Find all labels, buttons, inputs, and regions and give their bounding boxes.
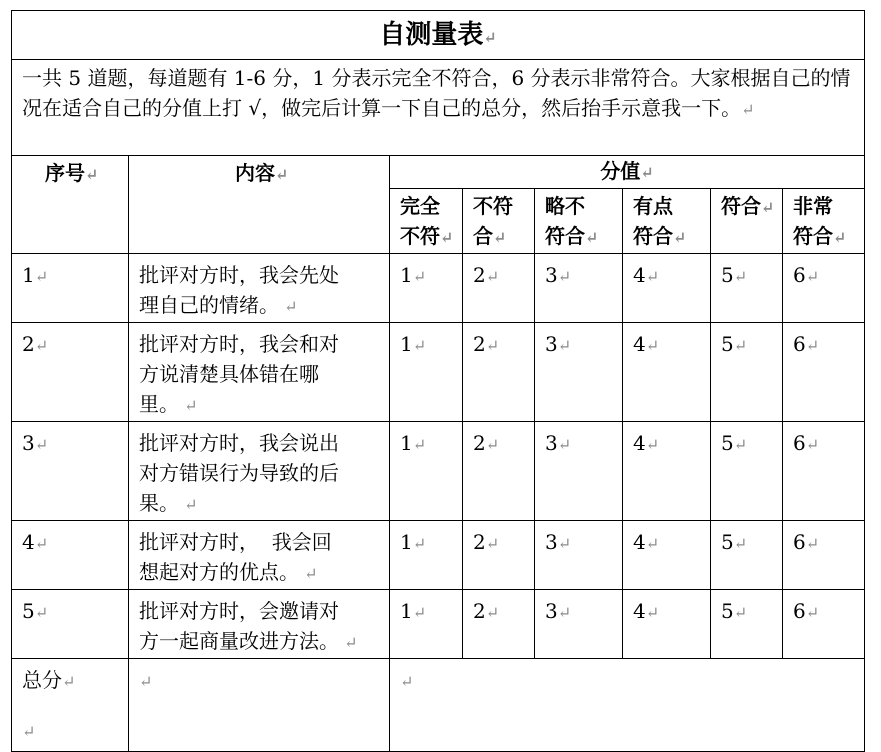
score-option[interactable]: 4↵ — [623, 422, 711, 521]
row-content: 批评对方时，我会先处 理自己的情绪。 ↵ — [129, 254, 390, 323]
score-option[interactable]: 4↵ — [623, 254, 711, 323]
score-level-line: 有点 — [633, 194, 673, 218]
row-index: 3↵ — [12, 422, 129, 521]
row-content: 批评对方时， 我会回 想起对方的优点。 ↵ — [129, 521, 390, 590]
paragraph-mark: ↵ — [741, 100, 755, 119]
score-level-line: 不符 — [473, 194, 513, 218]
total-label: 总分↵ ↵ — [12, 659, 129, 752]
instructions — [12, 60, 865, 156]
score-level-header — [783, 189, 865, 254]
score-level-header — [463, 189, 535, 254]
score-level-line: 符合↵ — [633, 224, 687, 248]
score-option[interactable]: 6↵ — [783, 521, 865, 590]
row-index: 4↵ — [12, 521, 129, 590]
score-level-line: 略不 — [545, 194, 585, 218]
score-level-line: 合↵ — [473, 224, 507, 248]
score-option[interactable]: 6↵ — [783, 422, 865, 521]
score-level-header — [535, 189, 623, 254]
table-row — [12, 521, 865, 590]
score-level-line: 符合↵ — [721, 194, 775, 218]
score-level-header — [623, 189, 711, 254]
table-title — [12, 11, 865, 60]
score-option[interactable]: 4↵ — [623, 323, 711, 422]
self-assessment-table — [11, 10, 865, 752]
score-level-line: 非常 — [793, 194, 833, 218]
score-option[interactable]: 3↵ — [535, 521, 623, 590]
header-index: 序号↵ — [12, 156, 129, 254]
score-option[interactable]: 4↵ — [623, 521, 711, 590]
row-content: 批评对方时，我会说出 对方错误行为导致的后 果。 ↵ — [129, 422, 390, 521]
score-option[interactable]: 3↵ — [535, 323, 623, 422]
table-row — [12, 323, 865, 422]
score-option[interactable]: 6↵ — [783, 254, 865, 323]
score-option[interactable]: 1↵ — [390, 521, 463, 590]
score-option[interactable]: 3↵ — [535, 422, 623, 521]
score-level-line: 不符↵ — [400, 224, 454, 248]
score-option[interactable]: 1↵ — [390, 590, 463, 659]
row-index: 2↵ — [12, 323, 129, 422]
score-option[interactable]: 2↵ — [463, 323, 535, 422]
score-option[interactable]: 5↵ — [711, 323, 783, 422]
table-body — [12, 254, 865, 659]
total-score-cell[interactable]: ↵ — [390, 659, 865, 752]
score-option[interactable]: 2↵ — [463, 590, 535, 659]
row-index: 5↵ — [12, 590, 129, 659]
total-content-cell[interactable]: ↵ — [129, 659, 390, 752]
score-option[interactable]: 5↵ — [711, 521, 783, 590]
table-row — [12, 590, 865, 659]
score-level-header — [711, 189, 783, 254]
instructions-text: 一共 5 道题，每道题有 1-6 分，1 分表示完全不符合，6 分表示非常符合。大家根据自己的情况在适合自己的分值上打 √，做完后计算一下自己的总分，然后抬手示意我一下。 — [22, 66, 851, 120]
score-option[interactable]: 2↵ — [463, 254, 535, 323]
score-option[interactable]: 1↵ — [390, 254, 463, 323]
score-level-line: 完全 — [400, 194, 440, 218]
title-text: 自测量表 — [379, 20, 484, 50]
score-option[interactable]: 3↵ — [535, 590, 623, 659]
score-option[interactable]: 5↵ — [711, 254, 783, 323]
score-option[interactable]: 4↵ — [623, 590, 711, 659]
row-index: 1↵ — [12, 254, 129, 323]
table-row — [12, 254, 865, 323]
score-option[interactable]: 6↵ — [783, 590, 865, 659]
header-content: 内容↵ — [129, 156, 390, 254]
row-content: 批评对方时，我会和对 方说清楚具体错在哪 里。 ↵ — [129, 323, 390, 422]
score-option[interactable]: 6↵ — [783, 323, 865, 422]
score-option[interactable]: 1↵ — [390, 323, 463, 422]
score-option[interactable]: 5↵ — [711, 590, 783, 659]
row-content: 批评对方时，会邀请对 方一起商量改进方法。 ↵ — [129, 590, 390, 659]
score-option[interactable]: 3↵ — [535, 254, 623, 323]
score-option[interactable]: 2↵ — [463, 521, 535, 590]
score-level-line: 符合↵ — [545, 224, 599, 248]
score-option[interactable]: 2↵ — [463, 422, 535, 521]
score-option[interactable]: 5↵ — [711, 422, 783, 521]
table-row — [12, 422, 865, 521]
paragraph-mark: ↵ — [483, 28, 497, 47]
score-level-line: 符合↵ — [793, 224, 847, 248]
header-score: 分值↵ — [390, 156, 865, 189]
score-option[interactable]: 1↵ — [390, 422, 463, 521]
score-level-header — [390, 189, 463, 254]
